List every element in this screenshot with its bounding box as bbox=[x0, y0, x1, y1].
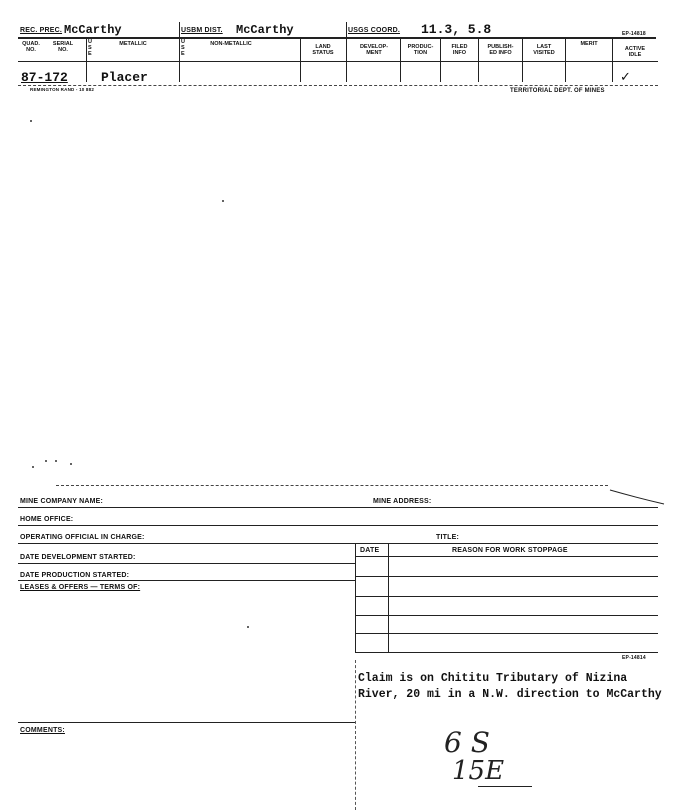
usbm-dist-label: USBM DIST. bbox=[181, 27, 223, 34]
claim-note-divider bbox=[355, 660, 356, 810]
col-filed-info: FILED INFO bbox=[451, 44, 468, 56]
entry-quad-serial: 87-172 bbox=[21, 70, 68, 85]
form-number-top: EP-14818 bbox=[622, 31, 646, 37]
col-quad-no: QUAD. NO. bbox=[22, 41, 40, 53]
usbm-dist-value: McCarthy bbox=[236, 23, 294, 37]
top-header-rule bbox=[18, 37, 656, 39]
col-sep bbox=[612, 37, 613, 82]
scan-speck bbox=[55, 460, 57, 462]
stoppage-row-rule bbox=[355, 596, 658, 597]
col-sep bbox=[300, 37, 301, 82]
date-prod-started-label: DATE PRODUCTION STARTED: bbox=[20, 572, 130, 579]
form-number-bottom: EP-14814 bbox=[622, 655, 646, 661]
scan-speck bbox=[222, 200, 224, 202]
scan-speck bbox=[32, 466, 34, 468]
col-non-metallic: NON-METALLIC bbox=[210, 41, 252, 47]
date-header: DATE bbox=[360, 547, 380, 554]
reason-header: REASON FOR WORK STOPPAGE bbox=[452, 547, 568, 554]
usgs-coord-value: 11.3, 5.8 bbox=[421, 22, 492, 37]
col-serial-no: SERIAL NO. bbox=[52, 41, 74, 53]
col-metallic: METALLIC bbox=[119, 41, 147, 47]
entry-active-check: ✓ bbox=[620, 70, 631, 85]
entry-row-rule bbox=[18, 85, 658, 86]
col-land-status: LAND STATUS bbox=[312, 44, 334, 56]
stoppage-row-rule bbox=[355, 576, 658, 577]
col-use-nonmetallic: U S E bbox=[181, 39, 185, 57]
handwritten-note-2: 15E bbox=[452, 756, 505, 786]
comments-rule bbox=[18, 722, 355, 723]
stoppage-table-date-sep bbox=[388, 543, 389, 653]
rec-prec-value: McCarthy bbox=[64, 23, 122, 37]
col-production: PRODUC- TION bbox=[407, 44, 434, 56]
mine-address-label: MINE ADDRESS: bbox=[373, 498, 432, 505]
leases-label: LEASES & OFFERS — TERMS OF: bbox=[20, 584, 141, 591]
entry-metallic: Placer bbox=[101, 70, 148, 85]
row-rule bbox=[18, 507, 658, 508]
stoppage-row-rule bbox=[355, 633, 658, 634]
home-office-label: HOME OFFICE: bbox=[20, 516, 74, 523]
handwritten-underline bbox=[478, 786, 532, 787]
card-top-edge bbox=[56, 485, 608, 486]
stoppage-table-left bbox=[355, 543, 356, 653]
claim-note-line-1: Claim is on Chititu Tributary of Nizina bbox=[358, 672, 628, 685]
col-use-metallic: U S E bbox=[88, 39, 92, 57]
title-label: TITLE: bbox=[436, 534, 459, 541]
top-card bbox=[0, 0, 678, 110]
claim-note-line-2: River, 20 mi in a N.W. direction to McCarthy bbox=[358, 688, 662, 701]
bottom-card bbox=[0, 470, 678, 812]
dept-note: TERRITORIAL DEPT. OF MINES bbox=[510, 88, 605, 94]
col-merit: MERIT bbox=[580, 41, 598, 47]
col-published-info: PUBLISH- ED INFO bbox=[487, 44, 514, 56]
stoppage-header-rule bbox=[355, 556, 658, 557]
rec-prec-label: REC. PREC. bbox=[20, 27, 63, 34]
row-rule bbox=[18, 543, 658, 544]
row-rule bbox=[18, 563, 355, 564]
usgs-coord-label: USGS COORD. bbox=[348, 27, 400, 34]
card-corner-curl bbox=[608, 480, 668, 510]
operating-official-label: OPERATING OFFICIAL IN CHARGE: bbox=[20, 534, 145, 541]
stoppage-row-rule bbox=[355, 652, 658, 653]
scan-speck bbox=[45, 460, 47, 462]
mine-company-label: MINE COMPANY NAME: bbox=[20, 498, 104, 505]
scan-speck bbox=[30, 120, 32, 122]
row-rule bbox=[18, 525, 658, 526]
col-development: DEVELOP- MENT bbox=[359, 44, 389, 56]
handwritten-note-1: 6 S bbox=[444, 726, 490, 759]
date-dev-started-label: DATE DEVELOPMENT STARTED: bbox=[20, 554, 136, 561]
comments-label: COMMENTS: bbox=[20, 727, 65, 734]
col-last-visited: LAST VISITED bbox=[533, 44, 555, 56]
col-sep bbox=[346, 22, 347, 82]
printer-note: REMINGTON RAND - 10 882 bbox=[30, 87, 95, 92]
column-header-rule bbox=[18, 61, 658, 62]
col-active-idle: ACTIVE IDLE bbox=[624, 46, 646, 58]
stoppage-row-rule bbox=[355, 615, 658, 616]
scan-speck bbox=[70, 463, 72, 465]
row-rule bbox=[18, 580, 355, 581]
